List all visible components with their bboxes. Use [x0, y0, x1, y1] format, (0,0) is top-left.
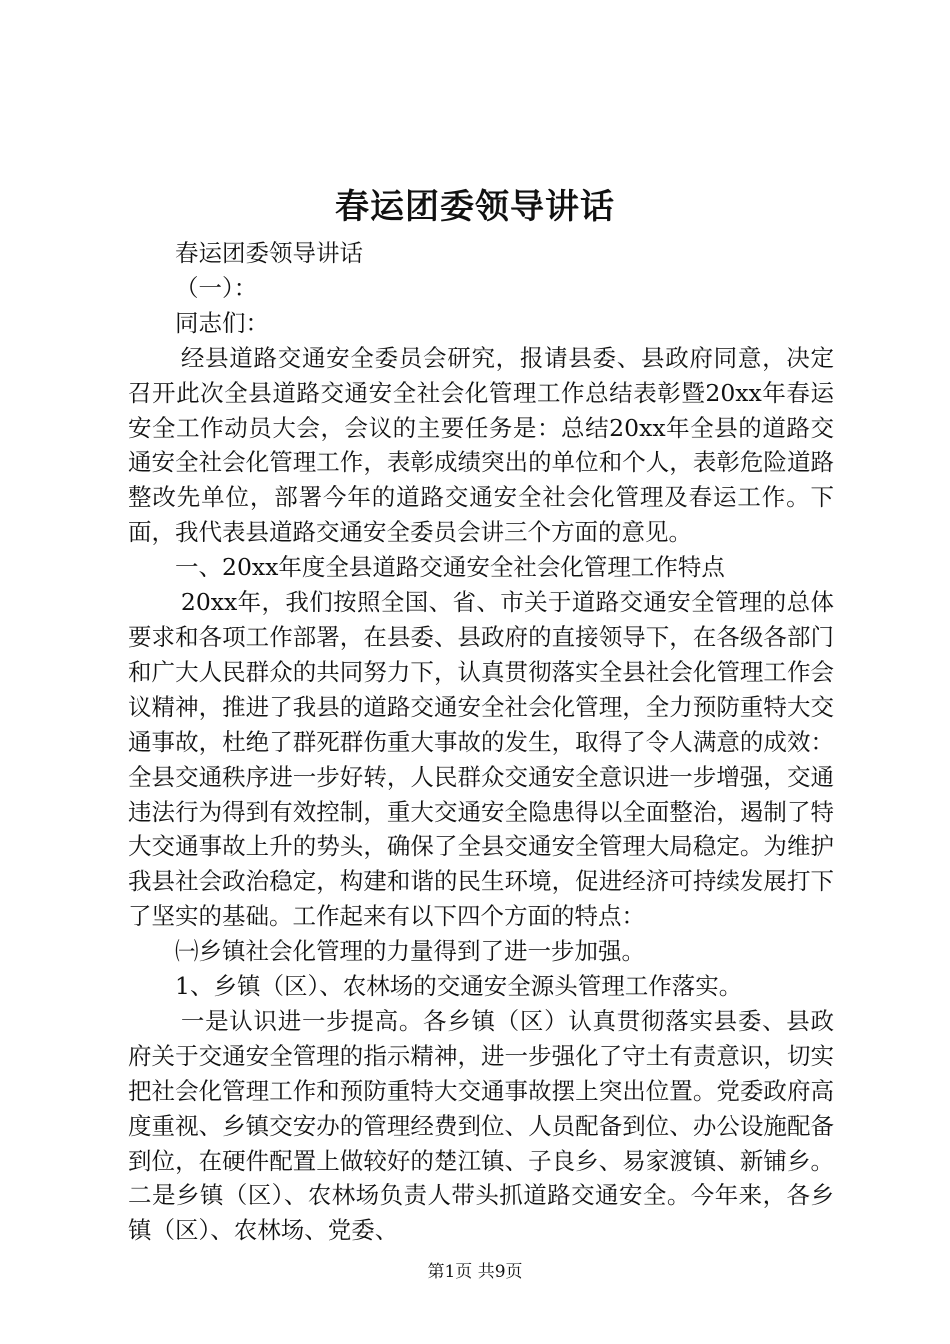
paragraph-subtitle: 春运团委领导讲话: [175, 239, 363, 267]
paragraph-item-one: 1、乡镇（区）、农林场的交通安全源头管理工作落实。: [175, 972, 743, 1001]
paragraph-section-number: （一）：: [175, 273, 258, 302]
document-body: [128, 236, 834, 1248]
paragraph-salutation: 同志们：: [175, 308, 269, 337]
paragraph-summary: 20xx年，我们按照全国、省、市关于道路交通安全管理的总体要求和各项工作部署，在县委、县政府的直接领导下，在各级各部门和广大人民群众的共同努力下，认真贯彻落实全县社会化管理工作会议精神，推进了我县的道路交通安全社会化管理，全力预防重特大交通事故，杜绝了群死群伤重大事故的发生，取得了令人满意的成效：全县交通秩序进一步好转，人民群众交通安全意识进一步增强，交通违法行为得到有效控制，重大交通安全隐患得以全面整治，遏制了特大交通事故上升的势头，确保了全县交通安全管理大局稳定。为维护我县社会政治稳定，构建和谐的民生环境，促进经济可持续发展打下了坚实的基础。工作起来有以下四个方面的特点：: [128, 588, 834, 931]
paragraph-heading-one: 一、20xx年度全县道路交通安全社会化管理工作特点: [175, 553, 725, 582]
paragraph-intro: 经县道路交通安全委员会研究，报请县委、县政府同意，决定召开此次全县道路交通安全社会化管理工作总结表彰暨20xx年春运安全工作动员大会，会议的主要任务是：总结20xx年全县的道路交通安全社会化管理工作，表彰成绩突出的单位和个人，表彰危险道路整改先单位，部署今年的道路交通安全社会化管理及春运工作。下面，我代表县道路交通安全委员会讲三个方面的意见。: [128, 343, 834, 547]
paragraph-subheading: ㈠乡镇社会化管理的力量得到了进一步加强。: [175, 937, 645, 966]
document-title: 春运团委领导讲话: [335, 187, 615, 227]
page-footer: 第1页 共9页: [427, 1262, 523, 1282]
paragraph-details: 一是认识进一步提高。各乡镇（区）认真贯彻落实县委、县政府关于交通安全管理的指示精神，进一步强化了守土有责意识，切实把社会化管理工作和预防重特大交通事故摆上突出位置。党委政府高度重视、乡镇交安办的管理经费到位、人员配备到位、办公设施配备到位，在硬件配置上做较好的楚江镇、子良乡、易家渡镇、新铺乡。二是乡镇（区）、农林场负责人带头抓道路交通安全。今年来，各乡镇（区）、农林场、党委、: [128, 1006, 834, 1245]
